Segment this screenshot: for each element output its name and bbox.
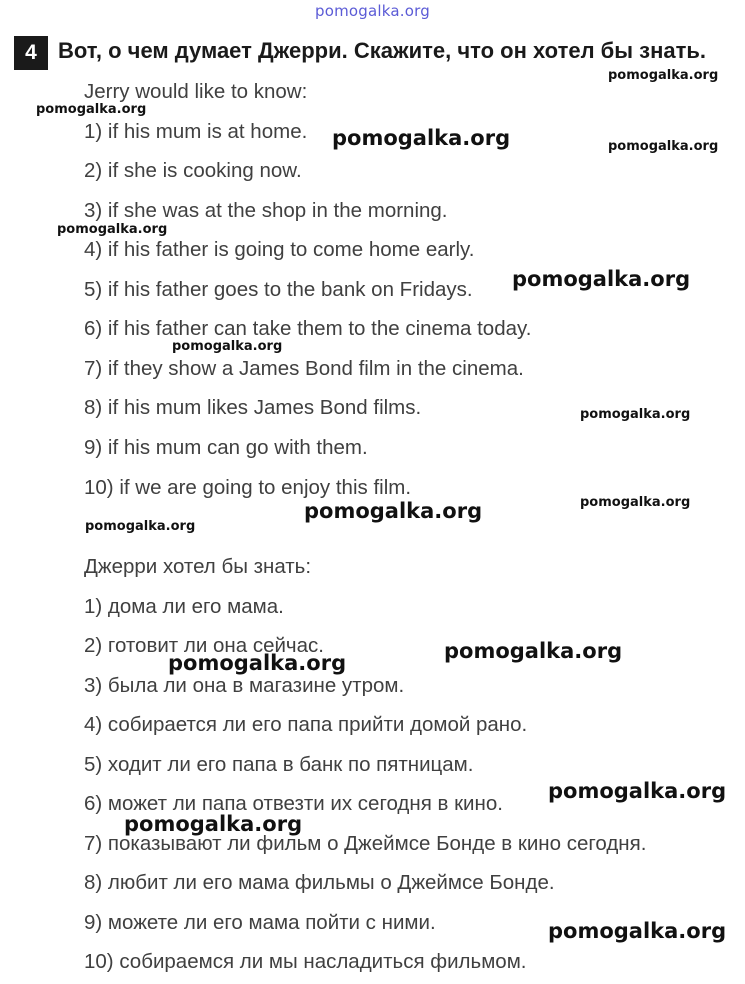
english-item: 7) if they show a James Bond film in the cinema.	[84, 357, 524, 380]
english-item: 10) if we are going to enjoy this film.	[84, 476, 412, 499]
english-item: 1) if his mum is at home.	[84, 120, 308, 143]
watermark: pomogalka.org	[548, 779, 727, 803]
watermark: pomogalka.org	[36, 102, 147, 117]
top-watermark: pomogalka.org	[315, 2, 430, 20]
english-item: 9) if his mum can go with them.	[84, 436, 368, 459]
english-item: 3) if she was at the shop in the morning.	[84, 199, 448, 222]
watermark: pomogalka.org	[57, 222, 168, 237]
watermark: pomogalka.org	[168, 651, 347, 675]
english-item: 4) if his father is going to come home early.	[84, 238, 475, 261]
watermark: pomogalka.org	[124, 812, 303, 836]
task-number-badge: 4	[14, 36, 48, 70]
watermark: pomogalka.org	[608, 68, 719, 83]
english-item: 2) if she is cooking now.	[84, 159, 302, 182]
russian-item: 5) ходит ли его папа в банк по пятницам.	[84, 753, 474, 776]
russian-item: 3) была ли она в магазине утром.	[84, 674, 405, 697]
russian-item: 7) показывают ли фильм о Джеймсе Бонде в кино сегодня.	[84, 832, 647, 855]
watermark: pomogalka.org	[172, 339, 283, 354]
watermark: pomogalka.org	[512, 267, 691, 291]
watermark: pomogalka.org	[580, 495, 691, 510]
russian-item: 10) собираемся ли мы насладиться фильмом.	[84, 950, 527, 973]
task-title: Вот, о чем думает Джерри. Скажите, что он хотел бы знать.	[58, 38, 707, 63]
watermark: pomogalka.org	[444, 639, 623, 663]
russian-item: 8) любит ли его мама фильмы о Джеймсе Бонде.	[84, 871, 555, 894]
russian-item: 2) готовит ли она сейчас.	[84, 634, 324, 657]
russian-item: 4) собирается ли его папа прийти домой рано.	[84, 713, 528, 736]
russian-heading: Джерри хотел бы знать:	[84, 555, 312, 578]
watermark: pomogalka.org	[304, 499, 483, 523]
watermark: pomogalka.org	[580, 407, 691, 422]
english-heading: Jerry would like to know:	[84, 80, 308, 103]
watermark: pomogalka.org	[608, 139, 719, 154]
english-item: 6) if his father can take them to the cinema today.	[84, 317, 532, 340]
watermark: pomogalka.org	[548, 919, 727, 943]
russian-item: 1) дома ли его мама.	[84, 595, 284, 618]
russian-item: 6) может ли папа отвезти их сегодня в кино.	[84, 792, 503, 815]
watermark: pomogalka.org	[332, 126, 511, 150]
english-item: 8) if his mum likes James Bond films.	[84, 396, 422, 419]
watermark: pomogalka.org	[85, 519, 196, 534]
russian-item: 9) можете ли его мама пойти с ними.	[84, 911, 436, 934]
english-item: 5) if his father goes to the bank on Fridays.	[84, 278, 473, 301]
